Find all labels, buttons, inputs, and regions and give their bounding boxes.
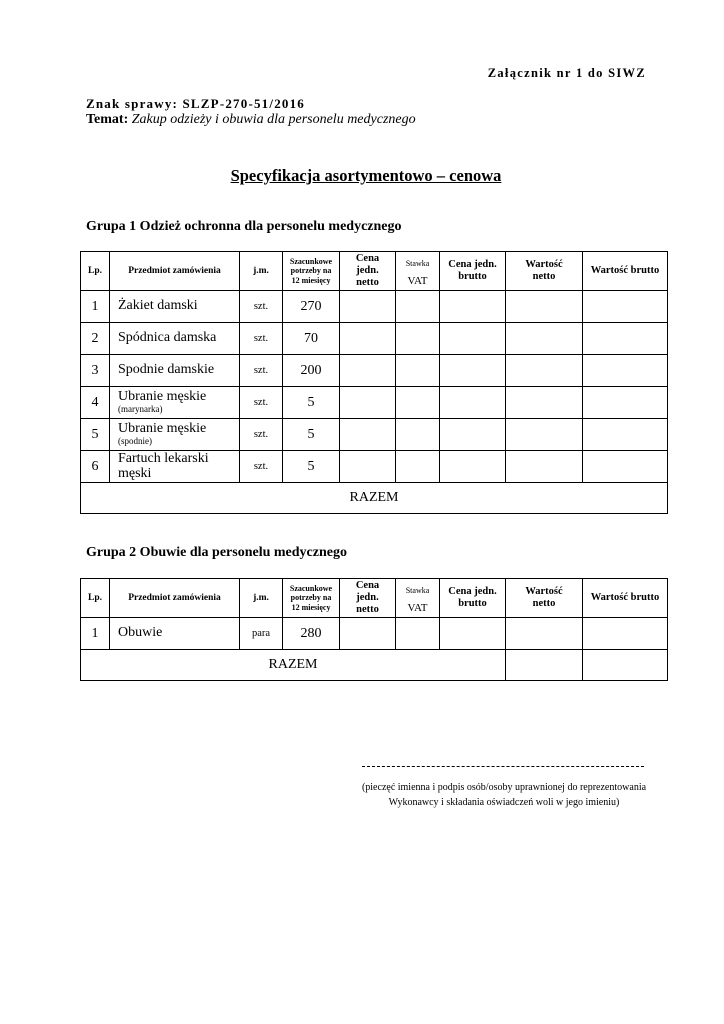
col-qty <box>283 252 340 291</box>
col-gross-value: Wartość brutto <box>583 579 668 618</box>
col-item: Przedmiot zamówienia <box>110 252 240 291</box>
row-lp: 3 <box>81 355 110 387</box>
row-item-name: Ubranie męskie <box>118 389 207 405</box>
row-item-name: Fartuch lekarski męski <box>118 450 209 481</box>
col-vat-line2: VAT <box>407 275 428 287</box>
row-item-name: Spódnica damska <box>118 330 217 346</box>
col-lp: Lp. <box>81 252 110 291</box>
row-net-value-cell[interactable] <box>506 618 583 650</box>
row-gross-price-cell[interactable] <box>440 291 506 323</box>
row-vat-cell[interactable] <box>396 323 440 355</box>
col-unit: j.m. <box>240 252 283 291</box>
col-net-value-line2: netto <box>532 598 556 609</box>
attachment-label: Załącznik nr 1 do SIWZ <box>487 66 646 80</box>
col-net-price-line3: netto <box>356 604 379 616</box>
row-unit: para <box>240 618 283 650</box>
row-qty: 70 <box>283 323 340 355</box>
col-item: Przedmiot zamówienia <box>110 579 240 618</box>
row-gross-price-cell[interactable] <box>440 618 506 650</box>
document-title: Specyfikacja asortymentowo – cenowa <box>230 166 502 185</box>
row-net-price-cell[interactable] <box>340 618 396 650</box>
col-net-value-line1: Wartość <box>525 258 563 270</box>
table-row <box>81 291 668 323</box>
signature-caption-line2: Wykonawcy i składania oświadczeń woli w jego imieniu) <box>388 797 620 808</box>
total-label: RAZEM <box>81 483 668 514</box>
table-row <box>81 355 668 387</box>
table-row <box>81 451 668 483</box>
row-gross-price-cell[interactable] <box>440 387 506 419</box>
row-lp: 2 <box>81 323 110 355</box>
row-net-value-cell[interactable] <box>506 451 583 483</box>
row-net-value-cell[interactable] <box>506 323 583 355</box>
col-qty <box>283 579 340 618</box>
row-item <box>110 323 240 355</box>
total-row <box>81 650 668 681</box>
group2-table <box>80 578 668 681</box>
row-lp: 6 <box>81 451 110 483</box>
topic-label: Temat: <box>86 112 129 127</box>
col-qty-line2: potrzeby na <box>290 266 332 276</box>
col-gross-price-line1: Cena jedn. <box>448 585 497 597</box>
row-net-price-cell[interactable] <box>340 323 396 355</box>
row-vat-cell[interactable] <box>396 451 440 483</box>
col-qty-line1: Szacunkowe <box>289 257 333 267</box>
row-net-value-cell[interactable] <box>506 355 583 387</box>
col-qty-line2: potrzeby na <box>290 593 332 603</box>
topic-value: Zakup odzieży i obuwia dla personelu medycznego <box>131 112 416 127</box>
group2-heading: Grupa 2 Obuwie dla personelu medycznego <box>86 545 347 560</box>
row-qty: 5 <box>283 451 340 483</box>
col-net-price-line2: jedn. <box>356 591 379 603</box>
row-lp: 4 <box>81 387 110 419</box>
row-gross-value-cell[interactable] <box>583 419 668 451</box>
row-vat-cell[interactable] <box>396 419 440 451</box>
col-qty-line3: 12 miesięcy <box>291 602 331 612</box>
row-qty: 280 <box>283 618 340 650</box>
col-gross-price-line2: brutto <box>458 271 487 282</box>
row-gross-price-cell[interactable] <box>440 355 506 387</box>
col-gross-value: Wartość brutto <box>583 252 668 291</box>
row-unit: szt. <box>240 419 283 451</box>
row-net-price-cell[interactable] <box>340 387 396 419</box>
col-gross-price-line2: brutto <box>458 598 487 609</box>
row-lp: 1 <box>81 618 110 650</box>
row-net-price-cell[interactable] <box>340 355 396 387</box>
row-gross-price-cell[interactable] <box>440 323 506 355</box>
row-net-value-cell[interactable] <box>506 419 583 451</box>
row-item-name: Ubranie męskie <box>118 421 207 437</box>
row-vat-cell[interactable] <box>396 291 440 323</box>
total-gross-value-cell[interactable] <box>583 650 668 681</box>
row-qty: 5 <box>283 387 340 419</box>
row-item <box>110 451 240 483</box>
row-qty: 200 <box>283 355 340 387</box>
col-vat-line1: Stawka <box>405 258 430 268</box>
group1-table <box>80 251 668 514</box>
row-item <box>110 618 240 650</box>
row-vat-cell[interactable] <box>396 387 440 419</box>
row-unit: szt. <box>240 291 283 323</box>
table-row <box>81 618 668 650</box>
row-item-name: Obuwie <box>118 625 163 641</box>
row-item-name: Żakiet damski <box>118 298 198 314</box>
col-vat <box>396 579 440 618</box>
row-unit: szt. <box>240 387 283 419</box>
signature-line <box>362 766 644 767</box>
col-vat-line1: Stawka <box>405 585 430 595</box>
col-net-price-line2: jedn. <box>356 264 379 276</box>
col-qty-line1: Szacunkowe <box>289 584 333 594</box>
col-net-value <box>506 252 583 291</box>
row-gross-value-cell[interactable] <box>583 355 668 387</box>
col-gross-price <box>440 579 506 618</box>
row-net-price-cell[interactable] <box>340 291 396 323</box>
case-reference: Znak sprawy: SLZP-270-51/2016 <box>86 96 305 111</box>
col-net-price-line3: netto <box>356 277 379 289</box>
col-gross-price-line1: Cena jedn. <box>448 258 497 270</box>
table-row <box>81 387 668 419</box>
col-gross-price <box>440 252 506 291</box>
row-unit: szt. <box>240 451 283 483</box>
group2-header-row <box>81 579 668 618</box>
row-gross-price-cell[interactable] <box>440 419 506 451</box>
row-qty: 5 <box>283 419 340 451</box>
col-net-value-line2: netto <box>532 271 556 282</box>
row-net-price-cell[interactable] <box>340 419 396 451</box>
col-qty-line3: 12 miesięcy <box>291 275 331 285</box>
total-row <box>81 483 668 514</box>
row-vat-cell[interactable] <box>396 618 440 650</box>
row-item-name: Spodnie damskie <box>118 362 215 378</box>
row-vat-cell[interactable] <box>396 355 440 387</box>
col-vat-line2: VAT <box>407 602 428 614</box>
col-net-value <box>506 579 583 618</box>
total-net-value-cell[interactable] <box>506 650 583 681</box>
row-item-note: (marynarka) <box>118 404 163 415</box>
row-net-value-cell[interactable] <box>506 387 583 419</box>
table-row <box>81 419 668 451</box>
row-item <box>110 419 240 451</box>
row-gross-price-cell[interactable] <box>440 451 506 483</box>
col-unit: j.m. <box>240 579 283 618</box>
row-qty: 270 <box>283 291 340 323</box>
col-net-price <box>340 579 396 618</box>
row-lp: 5 <box>81 419 110 451</box>
col-net-price-line1: Cena <box>355 579 380 591</box>
group1-heading: Grupa 1 Odzież ochronna dla personelu medycznego <box>86 219 402 234</box>
row-gross-value-cell[interactable] <box>583 323 668 355</box>
row-gross-value-cell[interactable] <box>583 291 668 323</box>
row-gross-value-cell[interactable] <box>583 618 668 650</box>
row-lp: 1 <box>81 291 110 323</box>
table-row <box>81 323 668 355</box>
row-item-note: (spodnie) <box>118 436 152 447</box>
group1-header-row <box>81 252 668 291</box>
col-net-price-line1: Cena <box>355 252 380 264</box>
signature-caption-line1: (pieczęć imienna i podpis osób/osoby uprawnionej do reprezentowania <box>361 782 647 793</box>
total-label: RAZEM <box>81 650 506 681</box>
topic-line <box>86 112 416 128</box>
row-item <box>110 291 240 323</box>
col-vat <box>396 252 440 291</box>
signature-caption <box>356 780 652 810</box>
row-net-price-cell[interactable] <box>340 451 396 483</box>
col-net-value-line1: Wartość <box>525 585 563 597</box>
row-gross-value-cell[interactable] <box>583 451 668 483</box>
row-unit: szt. <box>240 355 283 387</box>
col-lp: Lp. <box>81 579 110 618</box>
row-item <box>110 355 240 387</box>
row-gross-value-cell[interactable] <box>583 387 668 419</box>
row-unit: szt. <box>240 323 283 355</box>
col-net-price <box>340 252 396 291</box>
row-net-value-cell[interactable] <box>506 291 583 323</box>
row-item <box>110 387 240 419</box>
